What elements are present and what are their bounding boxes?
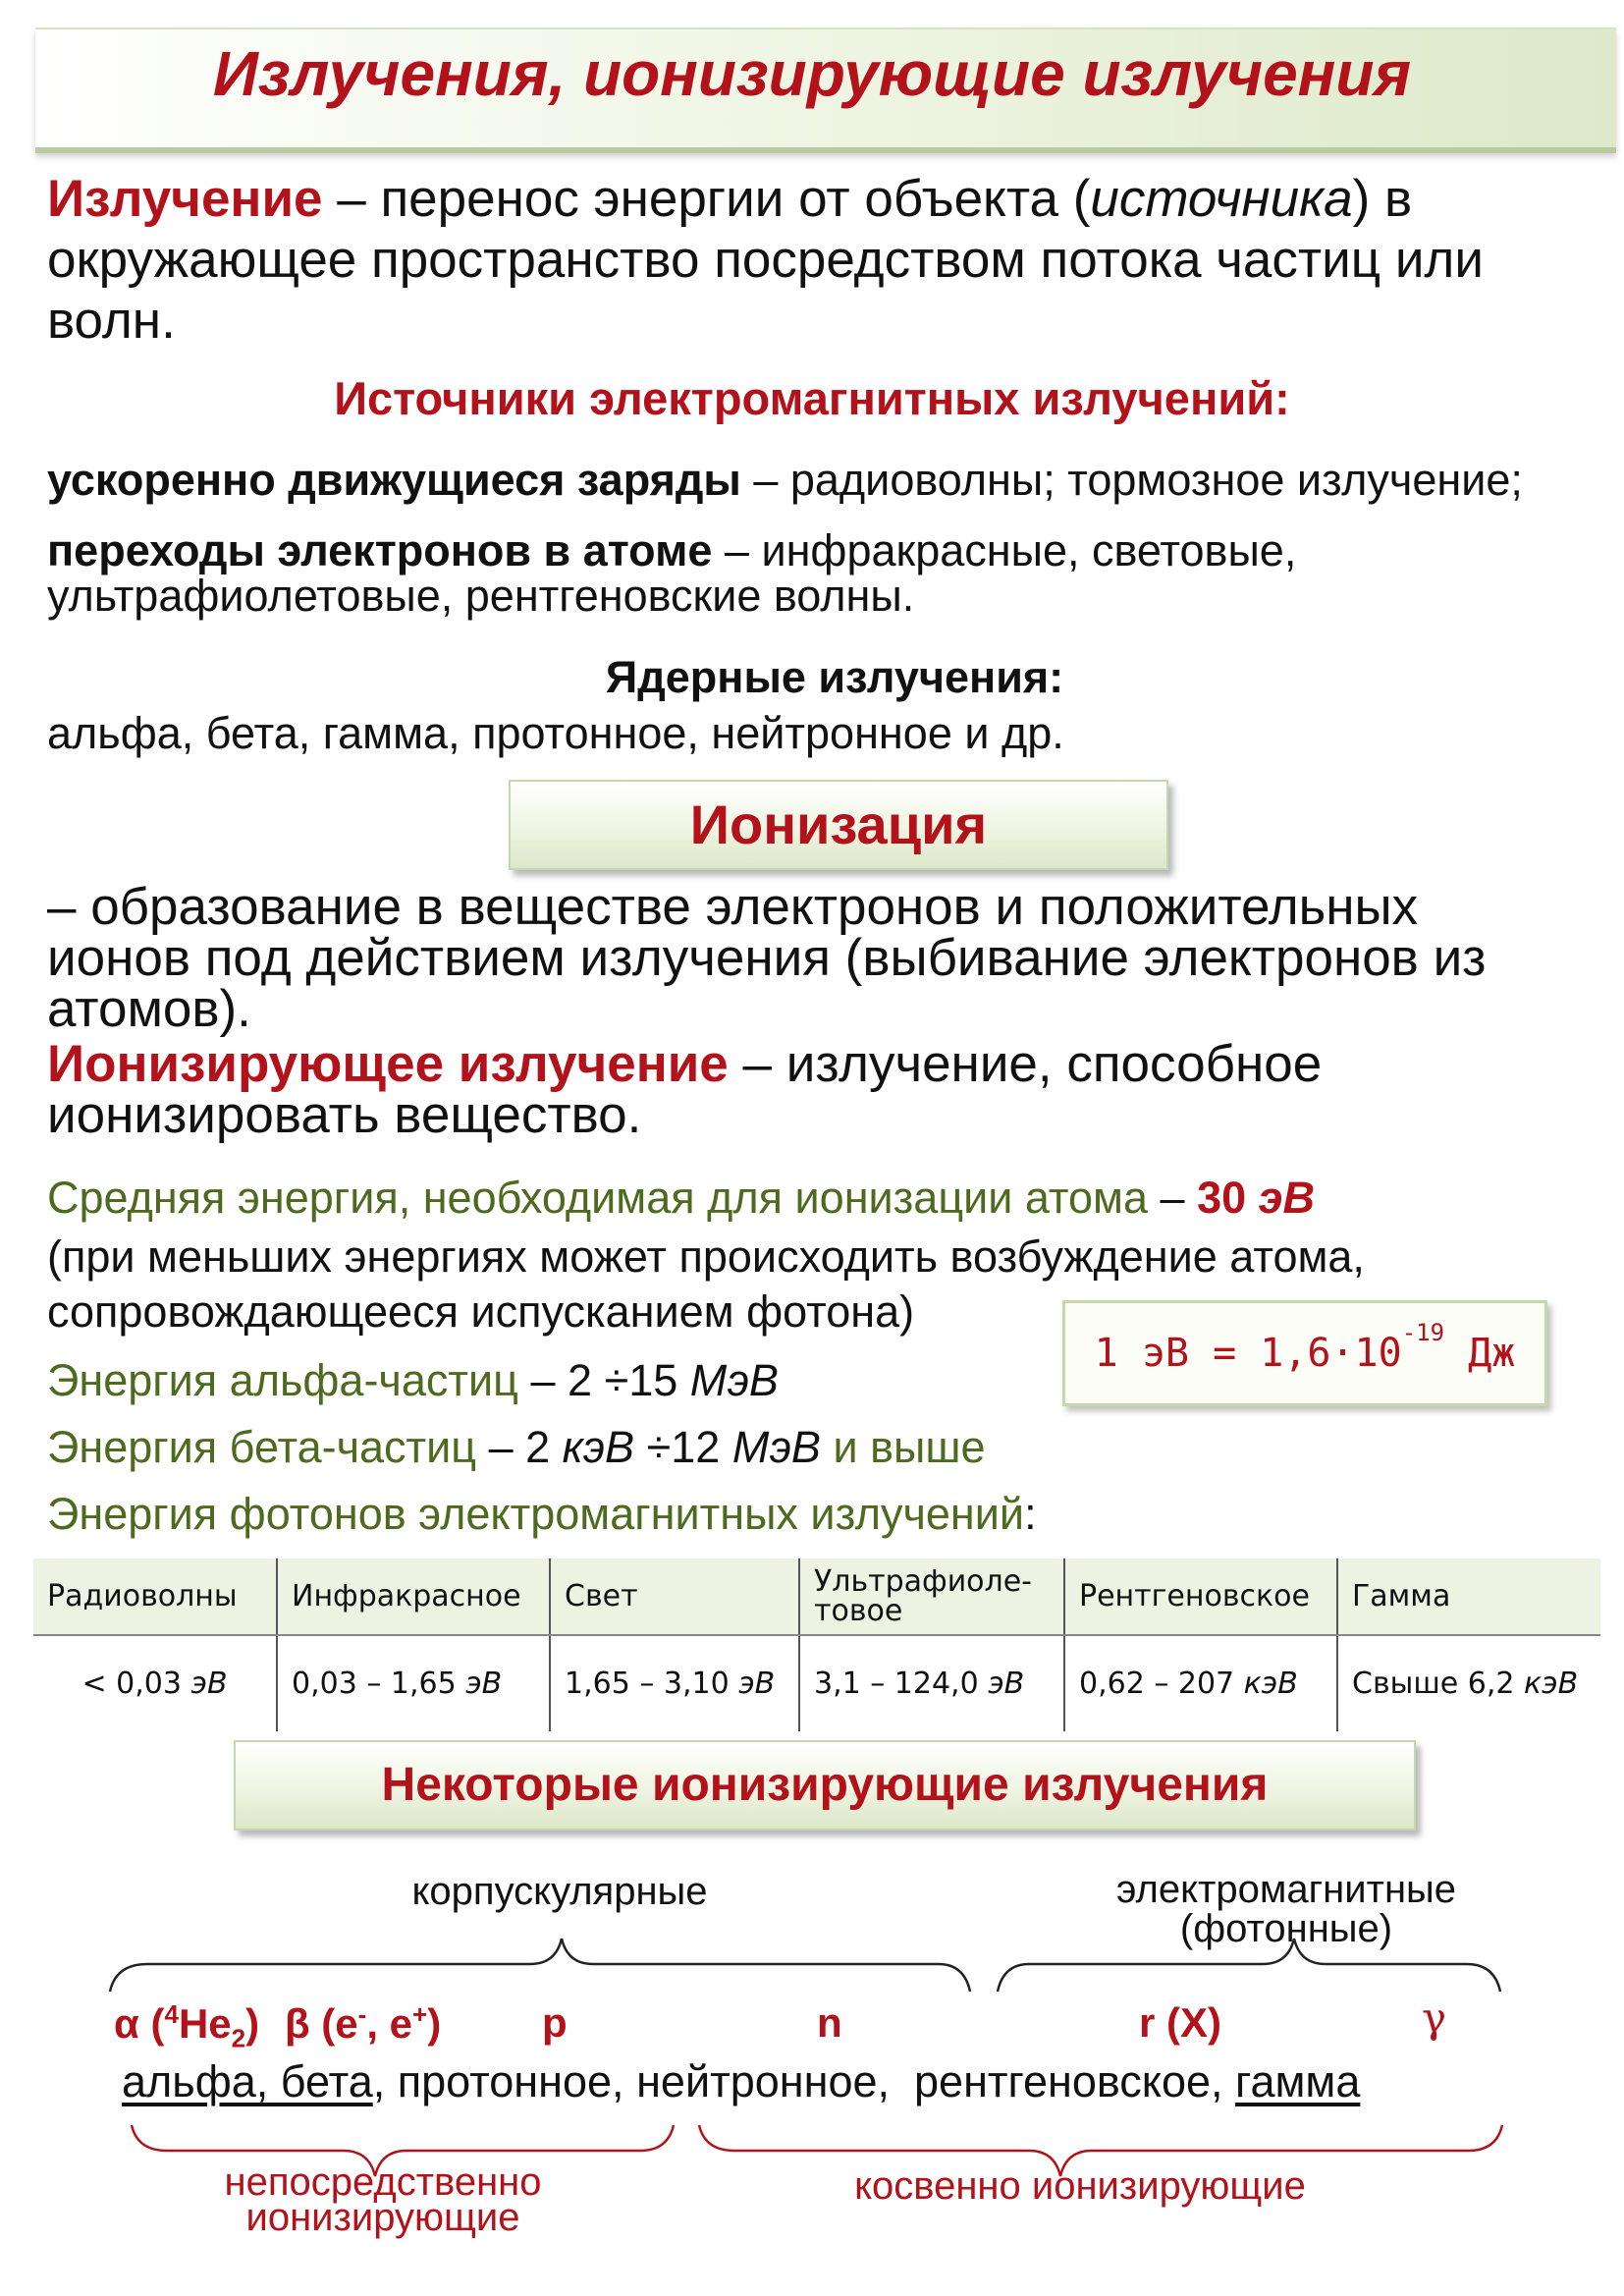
direct-line-2: ионизирующие — [245, 2196, 520, 2239]
avg-energy-note-1: (при меньших энергиях может происходить возбуждение атома, — [47, 1231, 1365, 1282]
beta-energy-line — [47, 1422, 985, 1473]
beta-energy-unit-1: кэВ — [562, 1422, 635, 1472]
definition-paragraph — [47, 169, 1598, 352]
list-neutron: нейтронное, — [636, 2056, 902, 2106]
beta-mid: , e — [366, 2000, 413, 2047]
table-header-row — [33, 1558, 1600, 1635]
top-braces — [0, 1935, 1624, 2003]
beta-energy-tail: и выше — [820, 1422, 986, 1472]
photon-energy-table — [33, 1558, 1600, 1731]
alpha-close: ) — [245, 2000, 260, 2047]
xray-symbol: r (X) — [1139, 1999, 1221, 2046]
photon-energy-label: Энергия фотонов электромагнитных излучений — [47, 1489, 1025, 1539]
ionizing-radiation-definition — [47, 1035, 1618, 1144]
indirect-ionizing-label: косвенно ионизирующие — [854, 2164, 1306, 2208]
definition-text-2: ) в — [1352, 170, 1413, 228]
em-brace — [998, 1939, 1500, 1992]
definition-line-2: окружающее пространство посредством потока частиц или — [47, 231, 1484, 289]
cell-value: 1,65 – 3,10 — [565, 1667, 739, 1701]
nuclear-heading: Ядерные излучения: — [605, 652, 1064, 702]
avg-energy-label: Средняя энергия, необходимая для ионизации атома — [47, 1173, 1149, 1223]
alpha-he: He — [178, 2000, 232, 2047]
em-source-1-text: – радиоволны; тормозное излучение; — [740, 455, 1523, 505]
ev-conversion-box — [1062, 1300, 1547, 1406]
term-radiation: Излучение — [47, 170, 323, 228]
cell-unit: эВ — [465, 1667, 503, 1701]
table-cell-light — [550, 1635, 799, 1731]
list-proton: , протонное, — [372, 2056, 637, 2106]
table-cell-xray — [1064, 1635, 1337, 1731]
direct-ionizing-label — [167, 2160, 599, 2239]
avg-energy-note-2: сопровождающееся испусканием фотона) — [47, 1286, 915, 1337]
alpha-open: α ( — [114, 2000, 165, 2047]
table-header-gamma: Гамма — [1337, 1558, 1600, 1635]
corpuscular-label: корпускулярные — [411, 1870, 708, 1913]
em-source-2-line-2: ультрафиолетовые, рентгеновские волны. — [47, 571, 915, 621]
list-xray: рентгеновское, — [914, 2056, 1236, 2106]
em-source-item-2 — [47, 525, 1598, 621]
radiation-list — [122, 2056, 1360, 2107]
em-source-2-text: – инфракрасные, световые, — [712, 525, 1297, 575]
beta-plus: + — [412, 1999, 428, 2029]
proton-symbol: p — [542, 1999, 568, 2046]
alpha-mass: 4 — [164, 1999, 179, 2029]
nuclear-text: альфа, бета, гамма, протонное, нейтронное и др. — [47, 708, 1064, 758]
em-photon-line-1: электромагнитные — [1115, 1868, 1457, 1911]
ionization-line-3: атомов). — [47, 980, 251, 1038]
cell-unit: кэВ — [1524, 1667, 1579, 1701]
ev-box-unit: Дж — [1444, 1331, 1516, 1376]
ionizing-text: – излучение, способное — [728, 1035, 1323, 1093]
avg-energy-unit: эВ — [1258, 1173, 1315, 1223]
beta-open: β (e — [285, 2000, 358, 2047]
alpha-charge: 2 — [231, 2023, 246, 2053]
page-title: Излучения, ионизирующие излучения — [212, 38, 1412, 109]
table-header-xray: Рентгеновское — [1064, 1558, 1337, 1635]
definition-line-3: волн. — [47, 292, 176, 350]
table-cell-gamma — [1337, 1635, 1600, 1731]
em-source-1-bold: ускоренно движущиеся заряды — [47, 455, 741, 505]
ionization-definition — [47, 878, 1618, 1038]
avg-energy-value: 30 — [1197, 1173, 1259, 1223]
beta-energy-unit-2: МэВ — [731, 1422, 821, 1472]
direct-line-1: непосредственно — [224, 2160, 542, 2204]
table-header-uv-line-1: Ультрафиоле- — [814, 1563, 1032, 1599]
beta-energy-value-2: ÷12 — [634, 1422, 732, 1472]
list-gamma: гамма — [1235, 2056, 1361, 2106]
ionizing-line-2: ионизировать вещество. — [47, 1086, 642, 1144]
cell-value: 3,1 – 124,0 — [814, 1667, 989, 1701]
alpha-energy-value: – 2 ÷15 — [517, 1355, 690, 1405]
term-ionizing-radiation: Ионизирующее излучение — [47, 1035, 729, 1093]
avg-energy-line — [47, 1173, 1315, 1224]
cell-value: < 0,03 — [81, 1667, 191, 1701]
table-header-ultraviolet — [799, 1558, 1064, 1635]
avg-energy-dash: – — [1148, 1173, 1198, 1223]
neutron-symbol: n — [817, 1999, 842, 2046]
table-header-light: Свет — [550, 1558, 799, 1635]
some-ionizing-heading: Некоторые ионизирующие излучения — [234, 1740, 1416, 1831]
cell-unit: эВ — [190, 1667, 228, 1701]
corpuscular-brace — [110, 1939, 970, 1992]
beta-energy-value-1: – 2 — [476, 1422, 563, 1472]
beta-symbol — [285, 1999, 441, 2048]
cell-unit: кэВ — [1243, 1667, 1298, 1701]
definition-italic: источника — [1090, 170, 1353, 228]
em-photon-line-2: (фотонные) — [1179, 1907, 1393, 1950]
ionization-line-1: – образование в веществе электронов и положительных — [47, 878, 1419, 936]
alpha-energy-unit: МэВ — [689, 1355, 779, 1405]
table-header-uv-line-2: товое — [814, 1593, 903, 1628]
alpha-energy-line — [47, 1355, 779, 1406]
table-header-radio: Радиоволны — [33, 1558, 277, 1635]
table-row — [33, 1635, 1600, 1731]
ev-box-exponent: -19 — [1401, 1319, 1445, 1346]
photon-energy-line — [47, 1489, 1037, 1540]
ev-box-base: 1 эВ = 1,6·10 — [1094, 1331, 1402, 1376]
ionization-line-2: ионов под действием излучения (выбивание электронов из — [47, 929, 1487, 987]
beta-minus: - — [357, 1999, 367, 2029]
table-cell-ultraviolet — [799, 1635, 1064, 1731]
gamma-symbol: γ — [1422, 1994, 1447, 2042]
list-alpha-beta: альфа, бета — [122, 2056, 373, 2106]
cell-unit: эВ — [988, 1667, 1025, 1701]
cell-unit: эВ — [738, 1667, 776, 1701]
photon-energy-colon: : — [1024, 1489, 1037, 1539]
beta-close: ) — [427, 2000, 442, 2047]
ionization-heading: Ионизация — [509, 780, 1168, 870]
table-cell-infrared — [277, 1635, 550, 1731]
table-header-infrared: Инфракрасное — [277, 1558, 550, 1635]
definition-text-1: – перенос энергии от объекта ( — [322, 170, 1091, 228]
alpha-symbol — [114, 1999, 259, 2053]
table-cell-radio — [33, 1635, 277, 1731]
cell-value: Свыше 6,2 — [1352, 1667, 1525, 1701]
em-source-2-bold: переходы электронов в атоме — [47, 525, 713, 575]
alpha-energy-label: Энергия альфа-частиц — [47, 1355, 518, 1405]
em-source-item-1 — [47, 456, 1618, 505]
cell-value: 0,62 – 207 — [1079, 1667, 1244, 1701]
em-sources-heading: Источники электромагнитных излучений: — [334, 372, 1290, 424]
cell-value: 0,03 – 1,65 — [292, 1667, 466, 1701]
beta-energy-label: Энергия бета-частиц — [47, 1422, 477, 1472]
